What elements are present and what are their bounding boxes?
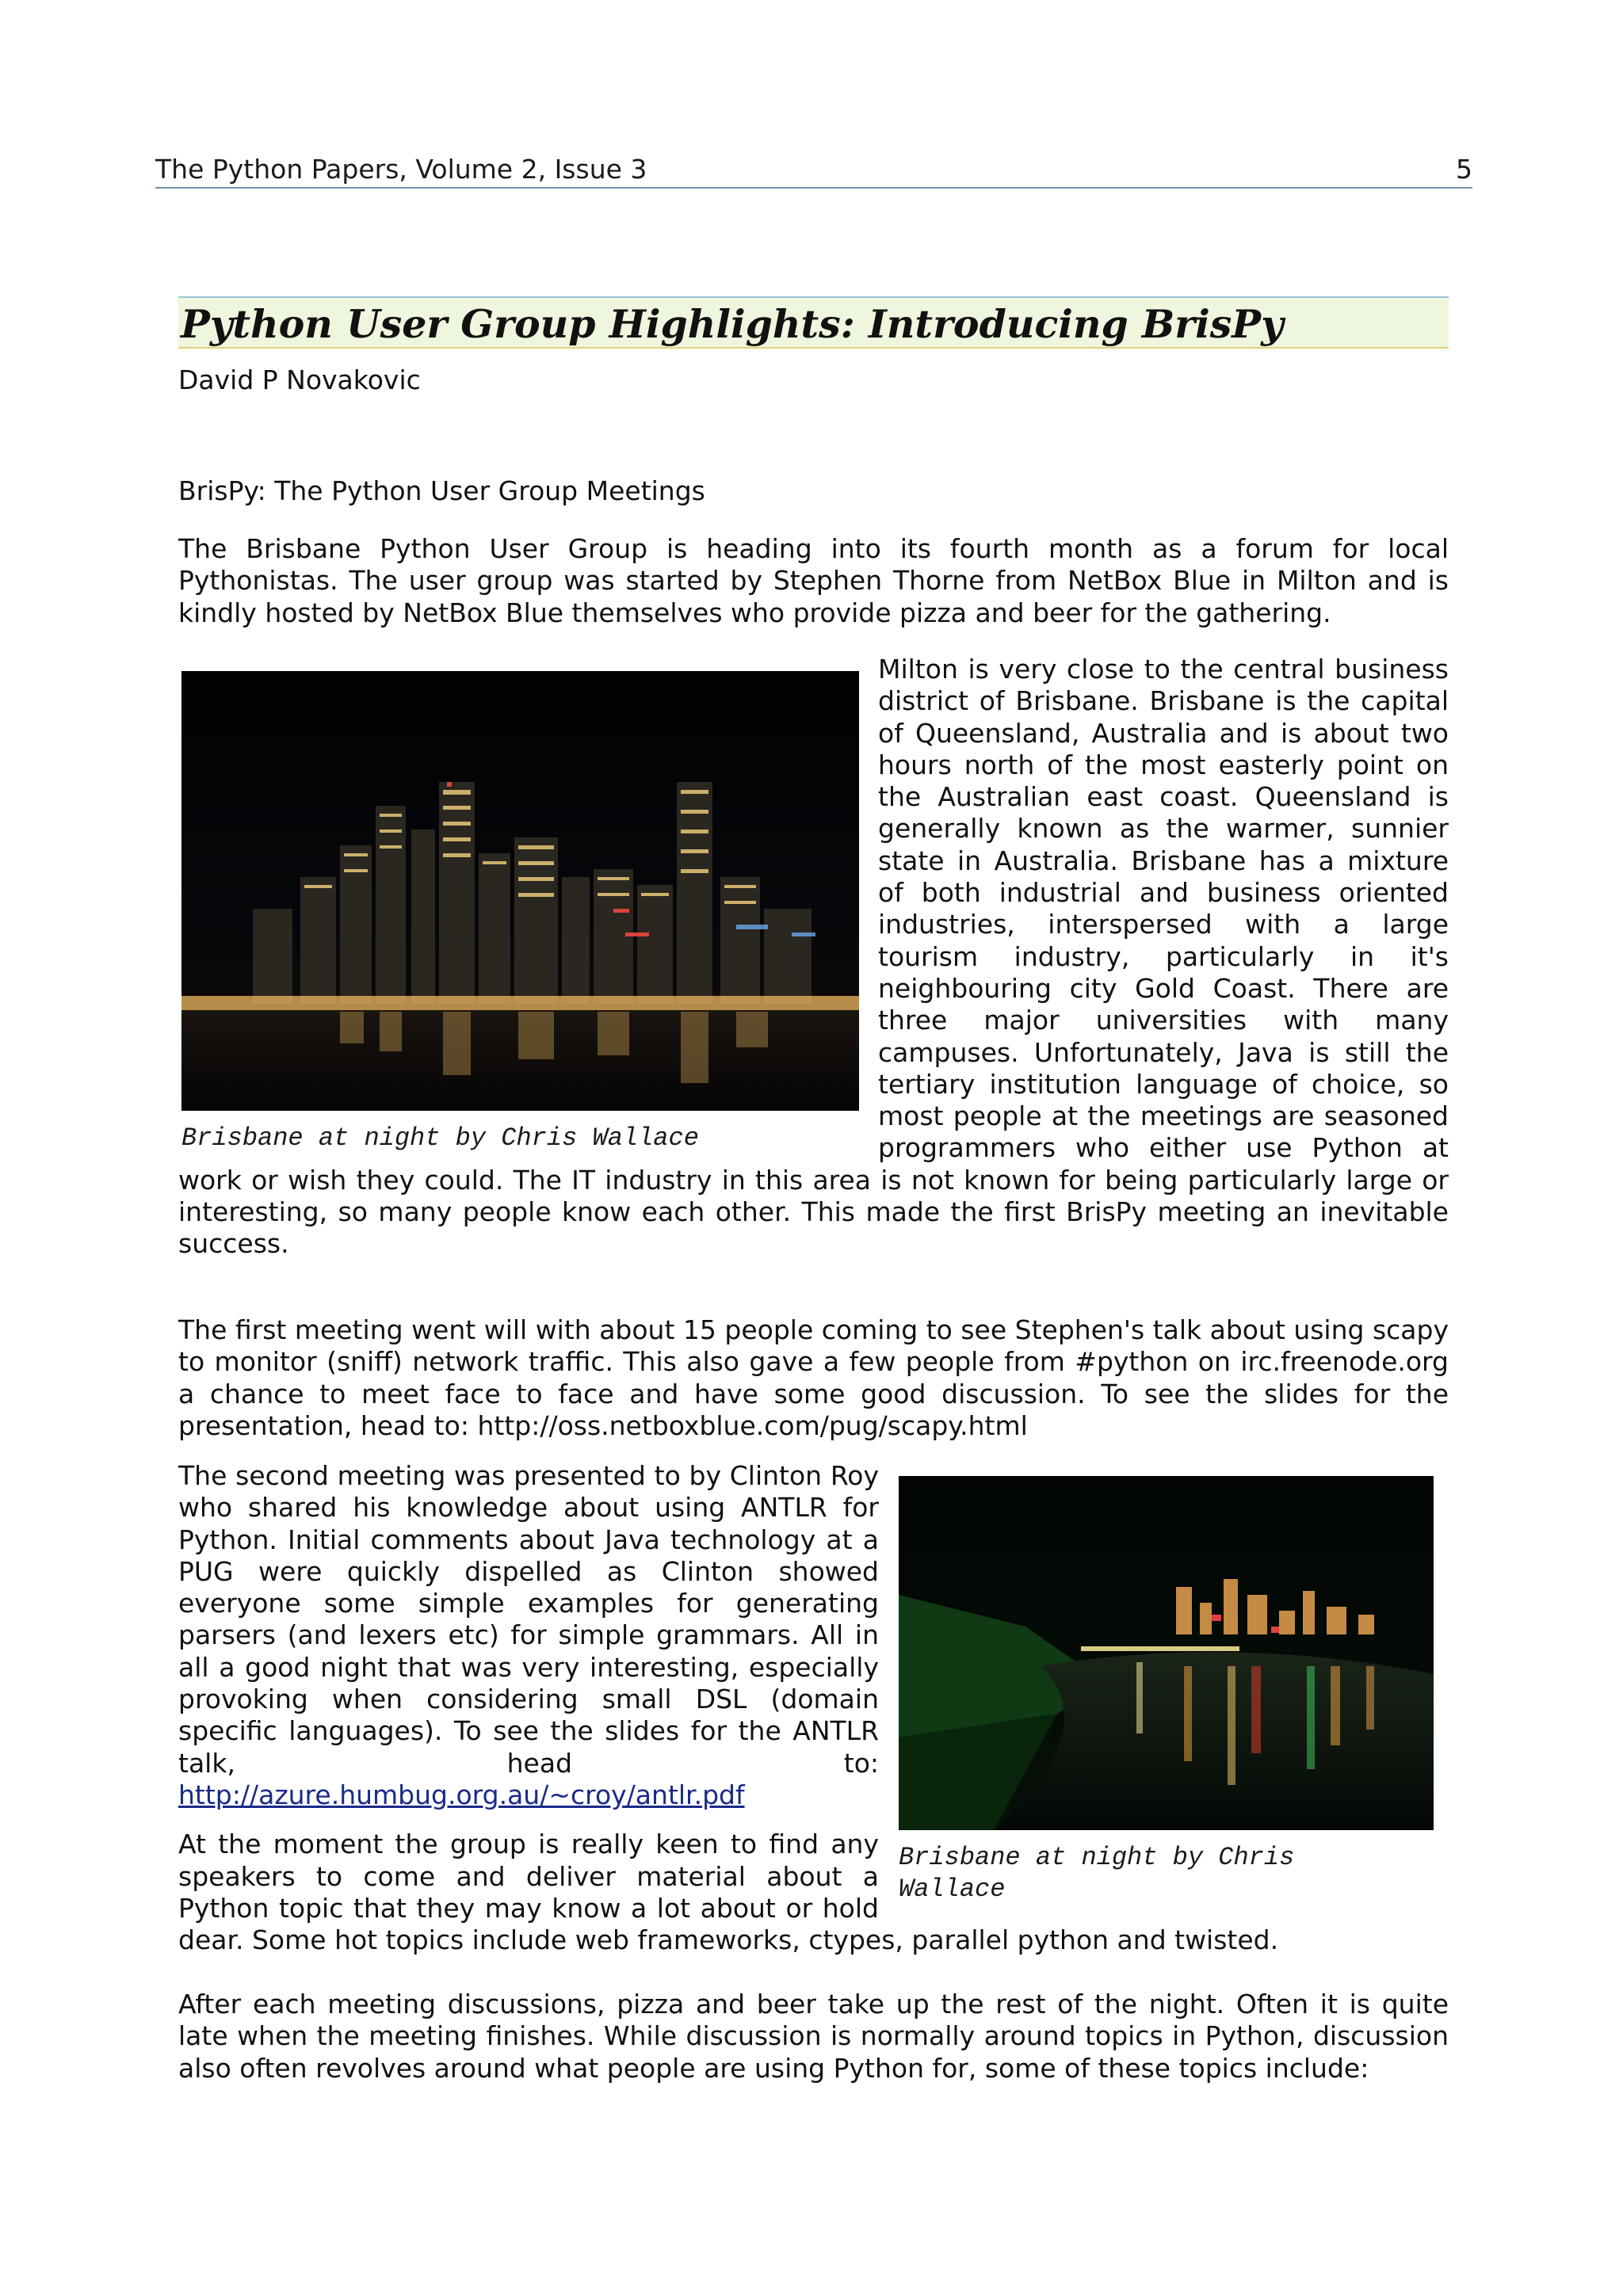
- paragraph-milton: Milton is very close to the central business district of Brisbane. Brisbane is the capital of Queensland, Australia and is about two hours north of the most easterly point on the Australian east coast. Queensland is generally known as the warmer, sunnier state in Australia. Brisbane has a mixture of both industrial and business oriented industries, interspersed with a large tourism industry, particularly in it's neighbouring city Gold Coast. There are three major universities with many campuses. Unfortunately, Java is still the tertiary institution language of choice, so most people at the meetings are seasoned programmers who either use Python at work or wish they could. The IT industry in this area is not known for being particularly large or interesting, so many people know each other. This made the first BrisPy meeting an inevitable success.: [178, 654, 1449, 1260]
- antlr-slides-link[interactable]: http://azure.humbug.org.au/~croy/antlr.pdf: [178, 1779, 745, 1810]
- paragraph-second-meeting: The second meeting was presented to by Clinton Roy who shared his knowledge about using ANTLR for Python. Initial comments about Java technology at a PUG were quickly dispelled as Clinton showed everyone some simple examples for generating parsers (and lexers etc) for simple grammars. All in all a good night that was very interesting, especially provoking when considering small DSL (domain specific languages). To see the slides for the ANTLR talk, head to:: [178, 1460, 879, 1779]
- brisbane-river-image: [899, 1476, 1434, 1830]
- figure-caption-2: Brisbane at night by Chris Wallace: [899, 1843, 1295, 1904]
- page-header: [155, 152, 1472, 189]
- paragraph-after-meeting: After each meeting discussions, pizza and beer take up the rest of the night. Often it is quite late when the meeting finishes. While discussion is normally around topics in Python, discussion also often revolves around what people are using Python for, some of these topics include:: [178, 1989, 1449, 2084]
- journal-title: The Python Papers, Volume 2, Issue 3: [155, 154, 647, 185]
- paragraph-first-meeting: The first meeting went will with about 15 people coming to see Stephen's talk about using scapy to monitor (sniff) network traffic. This also gave a few people from #python on irc.freenode.org a chance to meet face to face and have some good discussion. To see the slides for the presentation, head to: http://oss.netboxblue.com/pug/scapy.html: [178, 1314, 1449, 1441]
- paragraph-intro: The Brisbane Python User Group is heading into its fourth month as a forum for local Pythonistas. The user group was started by Stephen Thorne from NetBox Blue in Milton and is kindly hosted by NetBox Blue themselves who provide pizza and beer for the gathering.: [178, 533, 1449, 628]
- figure-caption-1: Brisbane at night by Chris Wallace: [181, 1123, 699, 1153]
- brisbane-skyline-image: [181, 671, 859, 1111]
- article-title: Python User Group Highlights: Introducing BrisPy: [178, 296, 1449, 349]
- figure-brisbane-skyline: [178, 654, 856, 1153]
- section-subheading: BrisPy: The Python User Group Meetings: [178, 475, 705, 506]
- paragraph-speakers: At the moment the group is really keen to find any speakers to come and deliver material about a Python topic that they may know a lot about or hold dear. Some hot topics include web frameworks, ctypes, parallel python and twisted.: [178, 1829, 1279, 1956]
- milton-section: [178, 654, 1449, 1261]
- second-meeting-section: [178, 1460, 1449, 1956]
- figure-brisbane-river: [899, 1476, 1453, 1920]
- author-name: David P Novakovic: [178, 364, 421, 395]
- page-number: 5: [1456, 154, 1472, 185]
